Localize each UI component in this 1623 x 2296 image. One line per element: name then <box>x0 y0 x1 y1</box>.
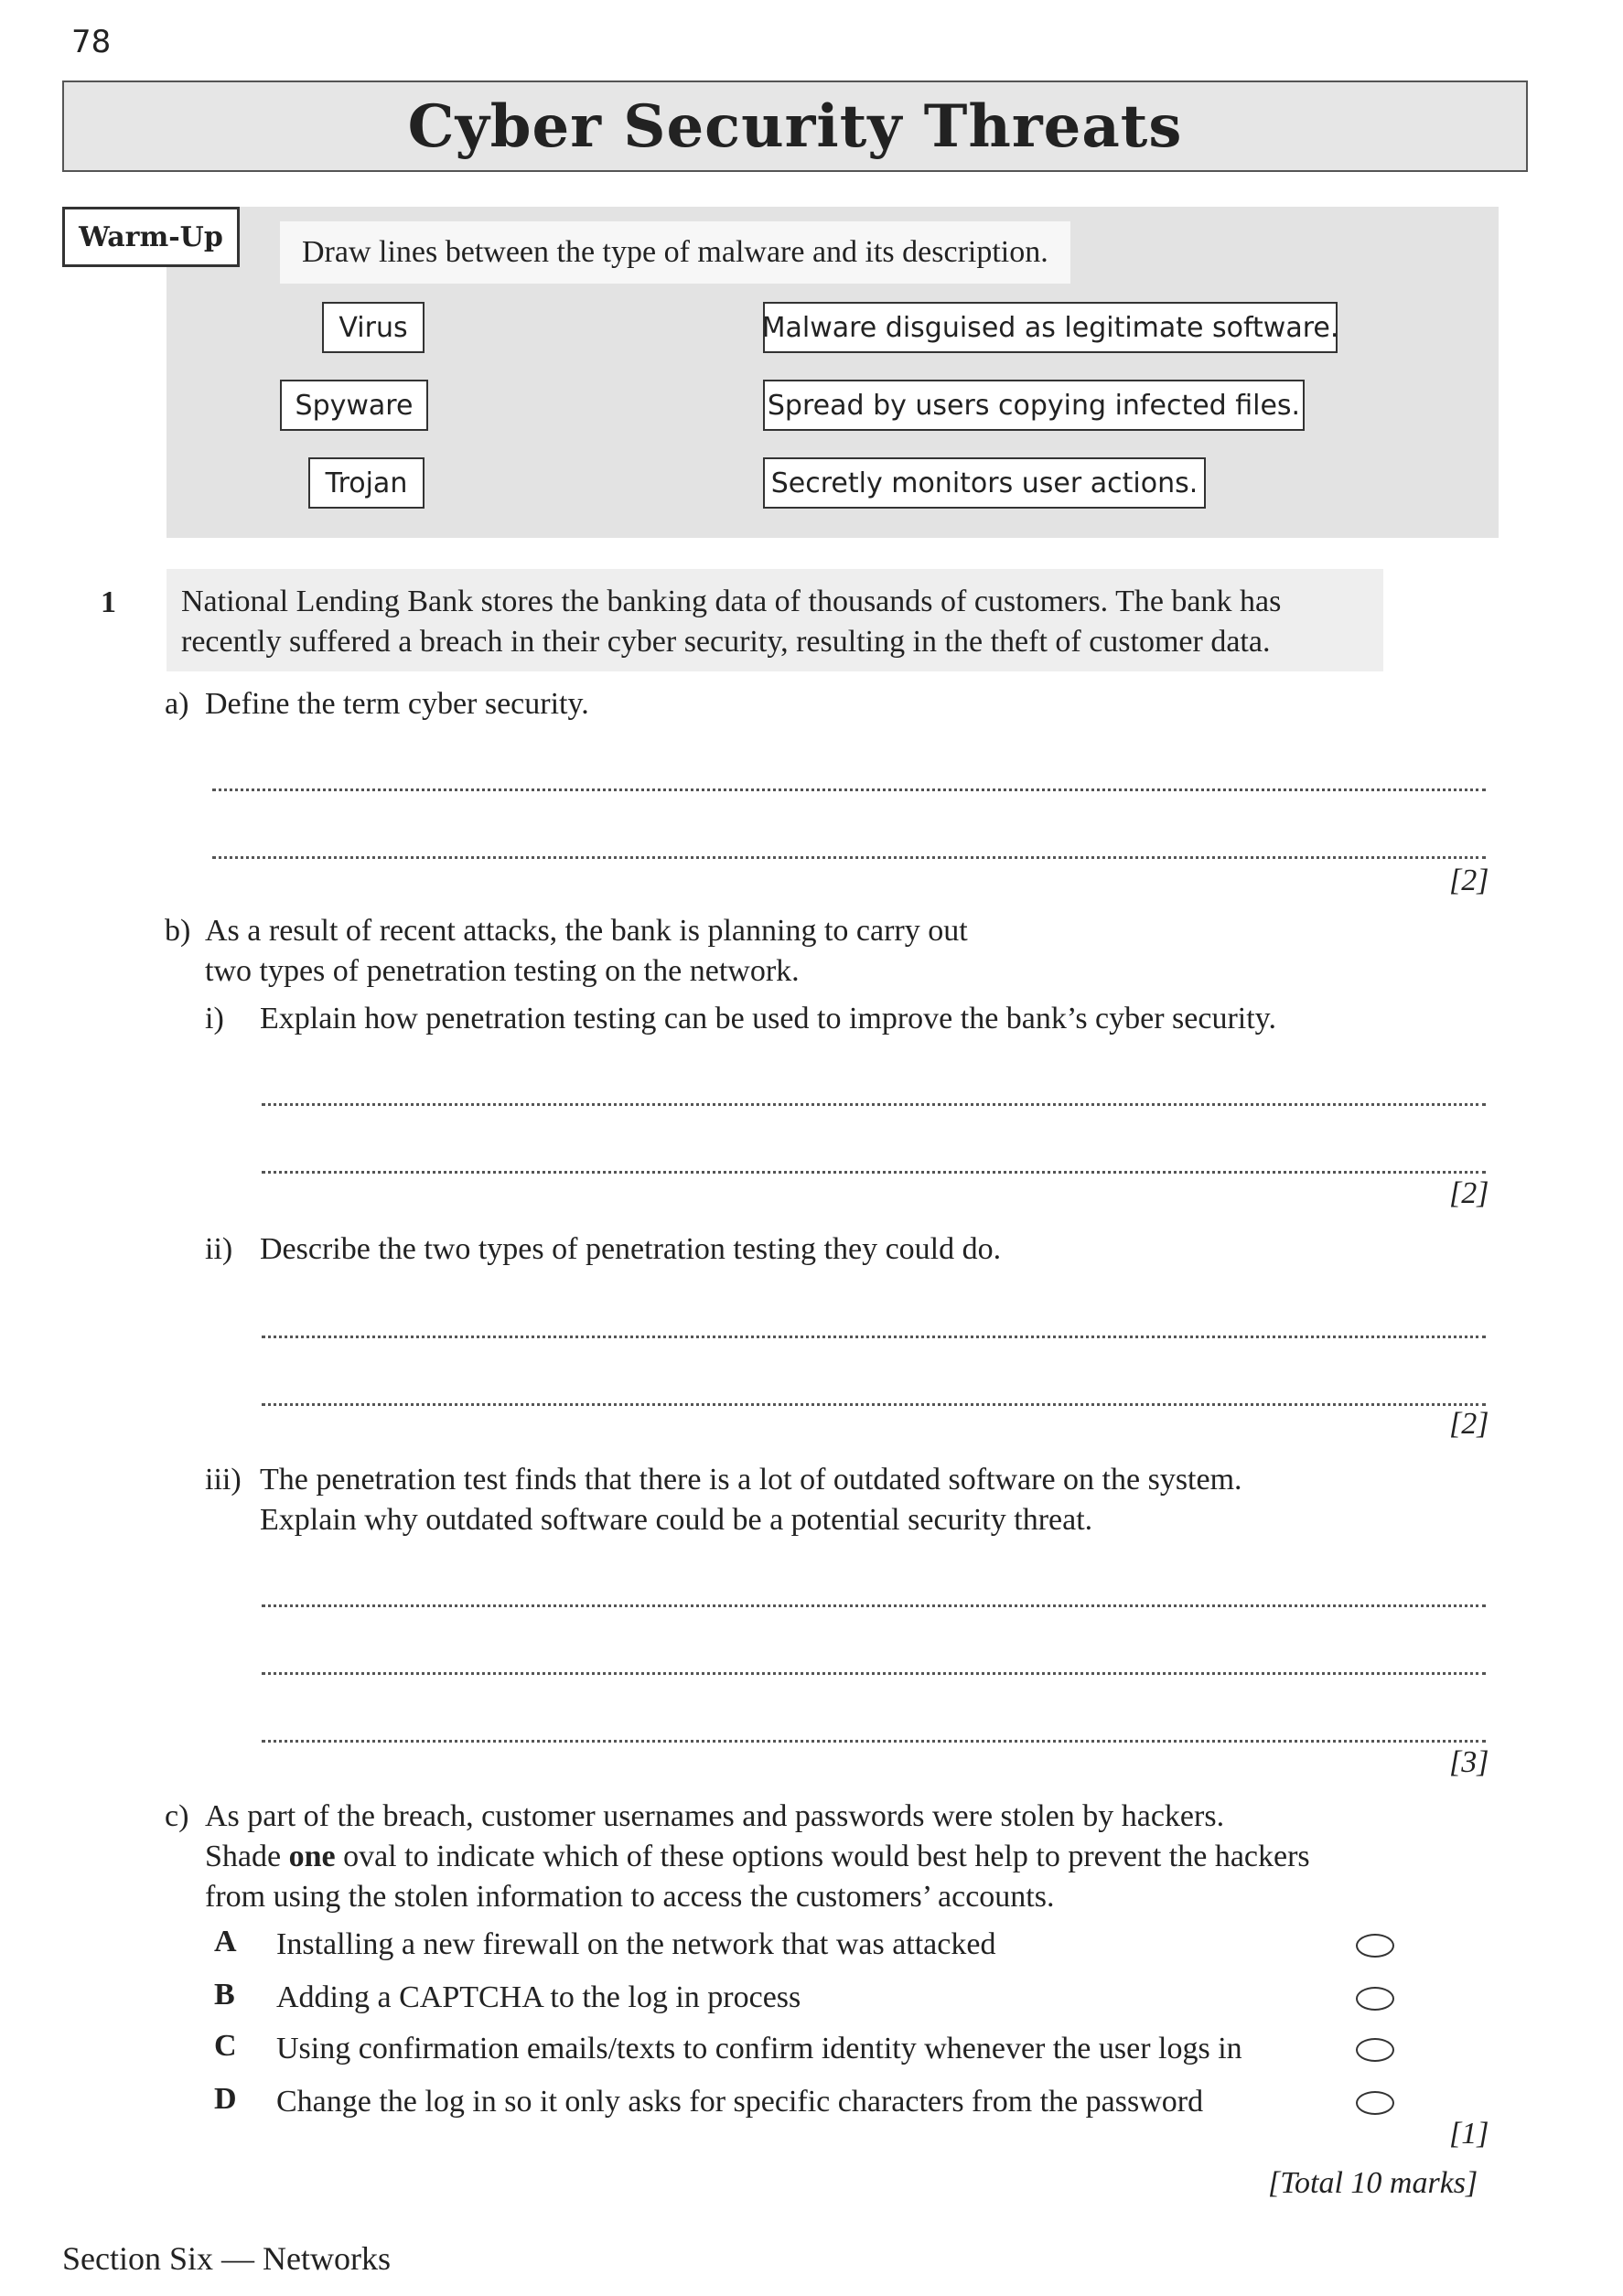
part-biii-label: iii) <box>205 1463 242 1497</box>
part-c-text-line-1: As part of the breach, customer usernames and passwords were stolen by hackers. <box>205 1799 1225 1833</box>
part-b-label: b) <box>165 914 191 948</box>
part-c-label: c) <box>165 1799 189 1833</box>
description-spread[interactable]: Spread by users copying infected files. <box>763 380 1305 431</box>
description-disguised[interactable]: Malware disguised as legitimate software. <box>763 302 1338 353</box>
marks-c: [1] <box>1449 2117 1489 2151</box>
part-bii-label: ii) <box>205 1232 233 1266</box>
malware-type-spyware[interactable]: Spyware <box>280 380 428 431</box>
answer-line[interactable] <box>262 1672 1486 1675</box>
answer-line[interactable] <box>212 856 1486 859</box>
warmup-instruction: Draw lines between the type of malware and its description. <box>280 221 1070 284</box>
warmup-badge: Warm-Up <box>62 207 240 267</box>
option-d-text: Change the log in so it only asks for specific characters from the password <box>276 2085 1204 2119</box>
answer-line[interactable] <box>262 1604 1486 1607</box>
answer-line[interactable] <box>262 1740 1486 1743</box>
answer-line[interactable] <box>262 1171 1486 1174</box>
answer-line[interactable] <box>262 1403 1486 1406</box>
marks-biii: [3] <box>1449 1745 1489 1779</box>
option-c-text: Using confirmation emails/texts to confirm identity whenever the user logs in <box>276 2032 1242 2065</box>
part-c-emphasis: one <box>288 1840 336 1873</box>
option-a-text: Installing a new firewall on the network that was attacked <box>276 1927 996 1961</box>
part-c-text-line-3: from using the stolen information to access the customers’ accounts. <box>205 1880 1055 1914</box>
option-c-oval[interactable] <box>1356 2038 1394 2062</box>
malware-type-trojan[interactable]: Trojan <box>308 457 425 509</box>
option-a-letter: A <box>214 1925 237 1958</box>
question-number: 1 <box>101 585 116 619</box>
marks-bi: [2] <box>1449 1176 1489 1210</box>
question-intro <box>167 569 1383 671</box>
marks-bii: [2] <box>1449 1407 1489 1441</box>
option-b-letter: B <box>214 1978 235 2012</box>
part-b-text-line-1: As a result of recent attacks, the bank is planning to carry out <box>205 914 968 948</box>
part-bi-label: i) <box>205 1002 224 1035</box>
total-marks: [Total 10 marks] <box>1268 2166 1478 2200</box>
title-banner <box>62 80 1528 172</box>
part-biii-text-line-1: The penetration test finds that there is a lot of outdated software on the system. <box>260 1463 1242 1497</box>
part-a-text: Define the term cyber security. <box>205 687 589 721</box>
option-a-oval[interactable] <box>1356 1934 1394 1958</box>
part-biii-text-line-2: Explain why outdated software could be a potential security threat. <box>260 1503 1093 1537</box>
part-bii-text: Describe the two types of penetration testing they could do. <box>260 1232 1002 1266</box>
intro-line-2: recently suffered a breach in their cyber security, resulting in the theft of customer data. <box>181 625 1271 659</box>
section-footer: Section Six — Networks <box>62 2240 391 2277</box>
answer-line[interactable] <box>262 1336 1486 1338</box>
page-number: 78 <box>71 24 112 60</box>
option-d-letter: D <box>214 2082 237 2116</box>
intro-line-1: National Lending Bank stores the banking data of thousands of customers. The bank has <box>181 585 1282 618</box>
page-title: Cyber Security Threats <box>407 91 1183 161</box>
part-bi-text: Explain how penetration testing can be used to improve the bank’s cyber security. <box>260 1002 1276 1035</box>
answer-line[interactable] <box>262 1103 1486 1106</box>
description-monitors[interactable]: Secretly monitors user actions. <box>763 457 1206 509</box>
option-d-oval[interactable] <box>1356 2091 1394 2115</box>
part-a-label: a) <box>165 687 189 721</box>
malware-type-virus[interactable]: Virus <box>322 302 425 353</box>
part-c-text-line-2 <box>205 1837 1310 1877</box>
part-b-text-line-2: two types of penetration testing on the network. <box>205 954 800 988</box>
marks-a: [2] <box>1449 864 1489 897</box>
option-b-oval[interactable] <box>1356 1987 1394 2011</box>
part-c-text-line-2-post: oval to indicate which of these options would best help to prevent the hackers <box>335 1840 1310 1873</box>
option-b-text: Adding a CAPTCHA to the log in process <box>276 1980 801 2014</box>
answer-line[interactable] <box>212 789 1486 791</box>
part-c-text-line-2-pre: Shade <box>205 1840 289 1873</box>
option-c-letter: C <box>214 2029 237 2063</box>
